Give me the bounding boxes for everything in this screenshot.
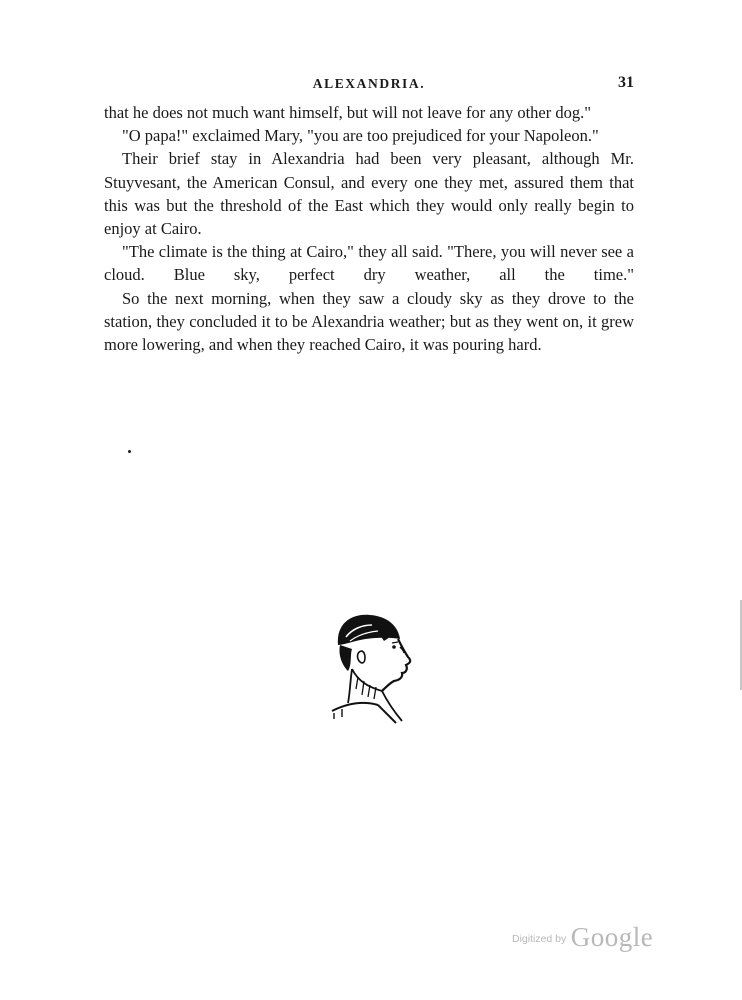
head-in-skullcap-vignette-icon — [328, 607, 418, 727]
digitized-watermark — [512, 922, 653, 953]
paragraph-continued: that he does not much want himself, but will not leave for any other dog." — [104, 103, 591, 122]
page-number: 31 — [618, 74, 634, 91]
running-head — [104, 74, 634, 94]
paragraph-next-morning: So the next morning, when they saw a cloudy sky as they drove to the station, they concluded it to be Alexandria weather; but as they went on, it grew more lowering, and when they reached Cairo, it was pouring hard. — [104, 288, 634, 355]
running-title: ALEXANDRIA. — [312, 76, 426, 91]
printer-dot — [128, 450, 131, 453]
paragraph-mary-exclaims: "O papa!" exclaimed Mary, "you are too prejudiced for your Napoleon." — [122, 126, 599, 146]
paragraph-climate: "The climate is the thing at Cairo," they all said. "There, you will never see a cloud. Blue sky, perfect dry weather, all the time." — [104, 242, 634, 285]
watermark-prefix: Digitized by — [512, 933, 567, 945]
body-text — [104, 101, 634, 356]
watermark-brand: Google — [570, 922, 654, 952]
paragraph-alexandria-stay: Their brief stay in Alexandria had been very pleasant, although Mr. Stuyvesant, the American Consul, and every one they met, assured them that this was but the threshold of the East which they would only really begin to enjoy at Cairo. — [104, 149, 634, 239]
